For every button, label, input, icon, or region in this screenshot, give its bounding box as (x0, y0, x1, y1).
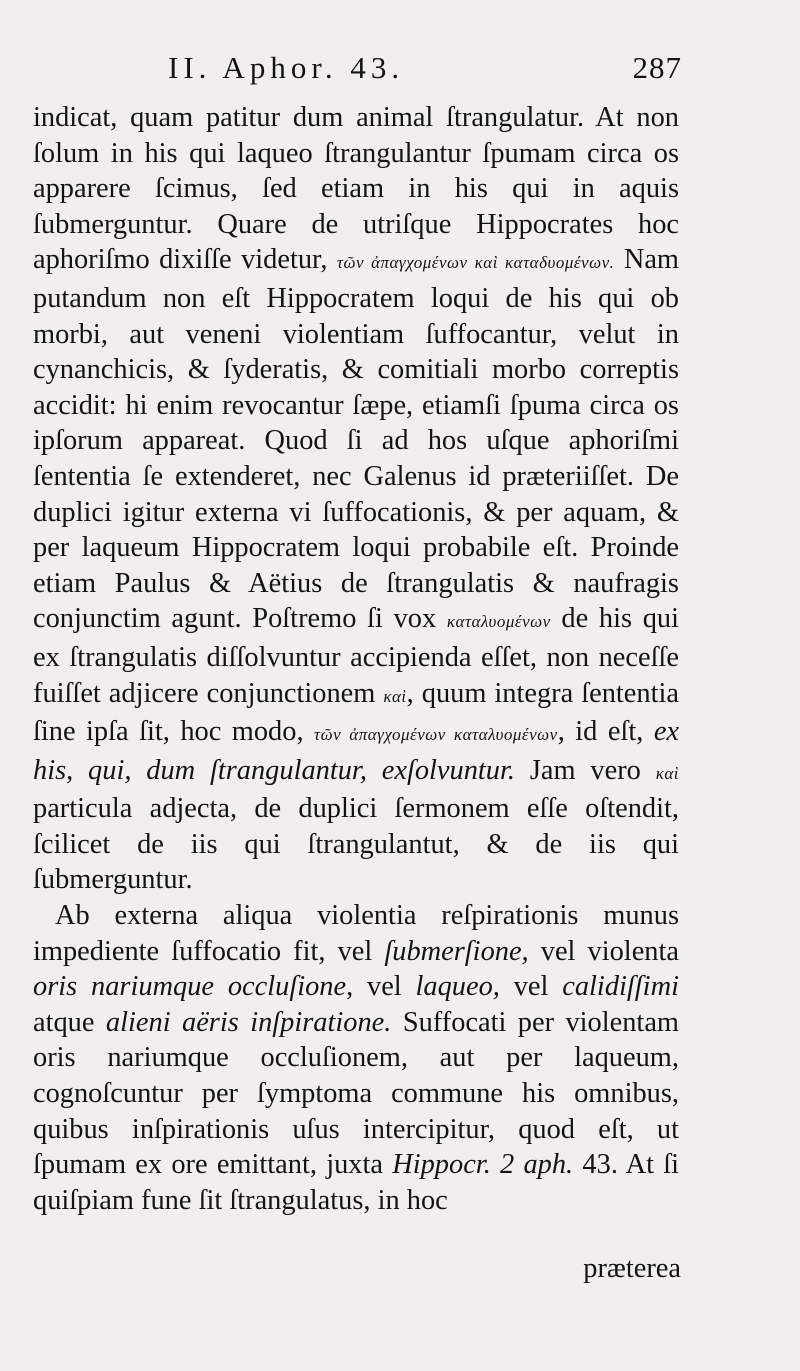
italic-phrase: ſubmerſione, (384, 935, 529, 967)
page-header (168, 50, 682, 94)
text-run: atque (33, 1006, 95, 1038)
text-run: vel violenta (540, 935, 679, 967)
running-title: II. Aphor. 43. (168, 50, 405, 85)
italic-phrase: calidiſſimi (562, 971, 679, 1003)
text-run: vel (513, 971, 549, 1003)
text-run: Suffocati per violentam oris nariumque occluſionem, aut per laqueum, cognoſcuntur per ſymptoma commune his omnibus, quibus inſpirationis uſus intercipitur, quod eſt, ut ſpumam ex ore emittant, juxta (33, 1006, 679, 1181)
text-run: Nam putandum non eſt Hippocratem loqui de his qui ob morbi, aut veneni violentiam ſuffocantur, velut in cynanchicis, & ſyderatis, & comitiali morbo correptis accidit: hi enim revocantur ſæpe, etiamſi ſpuma circa os ipſorum appareat. Quod ſi ad hos uſque aphoriſmi ſententia ſe extenderet, nec Galenus id præteriiſſet. De duplici igitur externa vi ſuffocationis, & per aquam, & per laqueum Hippocratem loqui probabile eſt. Proinde etiam Paulus & Aëtius de ſtrangulatis & naufragis conjunctim agunt. Poſtremo ſi vox (33, 244, 679, 635)
page-number: 287 (632, 50, 682, 85)
text-run: , vel (346, 971, 402, 1003)
greek-word: καταλυομένων (446, 612, 551, 632)
italic-phrase: alieni aëris inſpiratione. (105, 1006, 392, 1038)
greek-word: καὶ (383, 686, 407, 706)
text-run: , quum integra ſententia ſine ipſa ſit, hoc modo, (33, 677, 679, 748)
body-text (33, 100, 679, 1218)
text-run: particula adjecta, de duplici ſermonem eſſe oſtendit, ſcilicet de iis qui ſtrangulantut, & de iis qui ſubmerguntur. (33, 793, 679, 896)
citation: Hippocr. 2 aph. (392, 1149, 574, 1181)
greek-word: καὶ (655, 763, 679, 783)
text-run: Ab externa aliqua violentia reſpirationis munus impediente ſuffocatio fit, vel (33, 900, 679, 967)
text-run: , id eſt, (557, 716, 644, 748)
catchword: præterea (583, 1253, 681, 1284)
text-run: Jam vero (529, 754, 641, 786)
text-run: de his qui ex ſtrangulatis diſſolvuntur accipienda eſſet, non neceſſe fuiſſet adjicere conjunctionem (33, 603, 679, 709)
paragraph-1 (33, 100, 679, 898)
text-run: 43. At ſi quiſpiam fune ſit ſtrangulatus, in hoc (33, 1149, 679, 1216)
italic-phrase: laqueo, (415, 971, 500, 1003)
greek-phrase: τῶν ἀπαγχομένων καταλυομένων (314, 725, 558, 745)
italic-phrase: ex his, qui, dum ſtrangulantur, exſolvuntur. (33, 716, 680, 786)
greek-phrase: τῶν ἀπαγχομένων καὶ καταδυομένων. (336, 253, 615, 273)
text-run: indicat, quam patitur dum animal ſtrangulatur. At non ſolum in his qui laqueo ſtrangulantur ſpumam circa os apparere ſcimus, ſed etiam in his qui in aquis ſubmerguntur. Quare de utriſque Hippocrates hoc aphoriſmo dixiſſe videtur, (33, 102, 679, 276)
paragraph-2 (33, 898, 679, 1218)
italic-phrase: oris nariumque occluſione (33, 971, 347, 1003)
